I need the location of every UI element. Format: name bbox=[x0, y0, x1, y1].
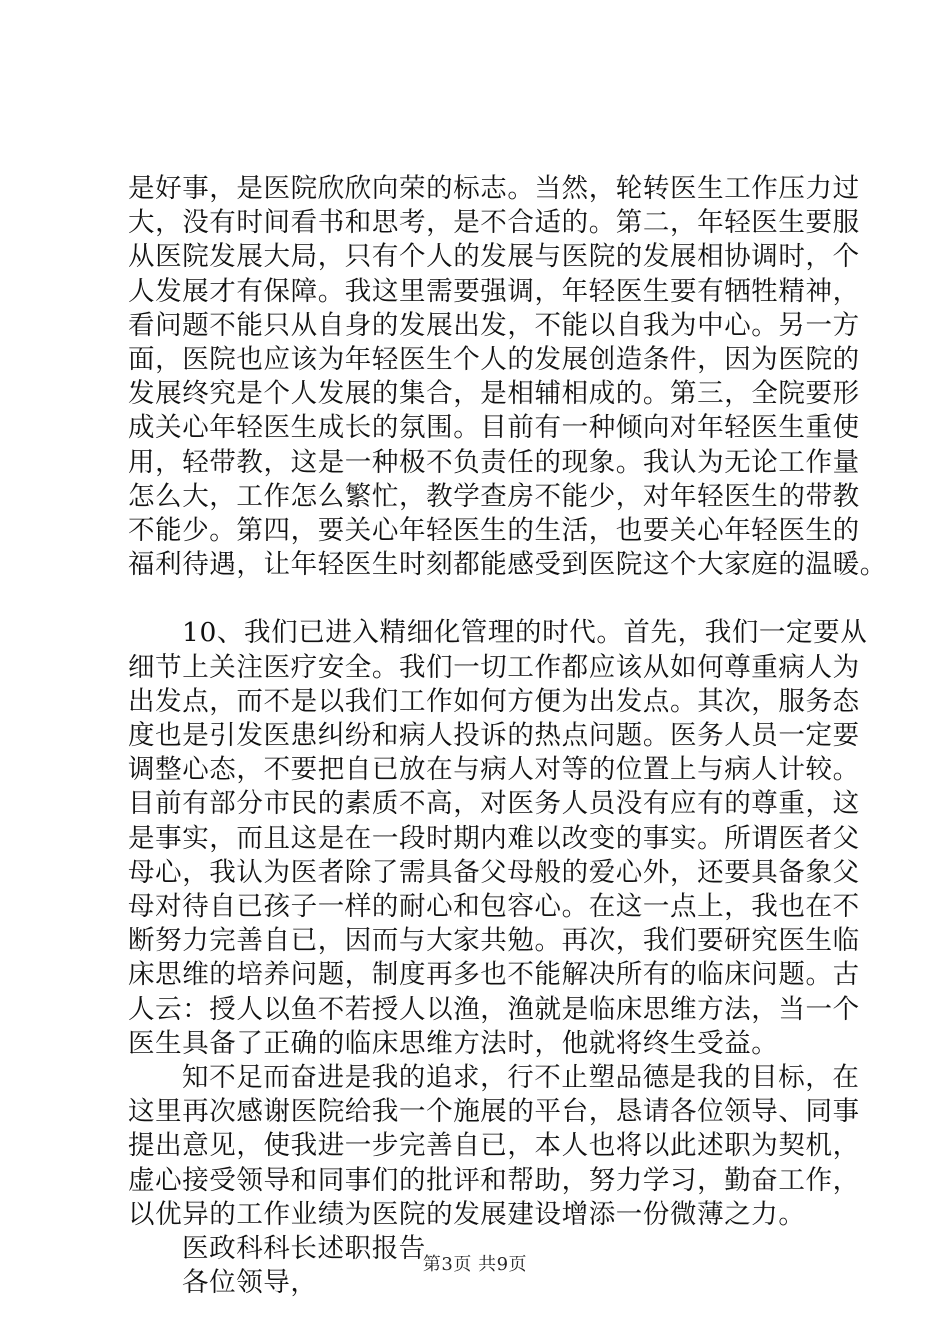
text-line: 知不足而奋进是我的追求，行不止塑品德是我的目标，在 bbox=[182, 1062, 860, 1094]
text-line: 虚心接受领导和同事们的批评和帮助，努力学习，勤奋工作， bbox=[128, 1164, 860, 1196]
paragraph-1 bbox=[128, 172, 887, 582]
text-line: 成关心年轻医生成长的氛围。目前有一种倾向对年轻医生重使 bbox=[128, 412, 860, 444]
text-line: 从医院发展大局，只有个人的发展与医院的发展相协调时，个 bbox=[128, 241, 860, 273]
text-line: 怎么大，工作怎么繁忙，教学查房不能少，对年轻医生的带教 bbox=[128, 480, 860, 512]
text-line: 是事实，而且这是在一段时期内难以改变的事实。所谓医者父 bbox=[128, 822, 860, 854]
text-line: 母心，我认为医者除了需具备父母般的爱心外，还要具备象父 bbox=[128, 856, 860, 888]
text-line: 福利待遇，让年轻医生时刻都能感受到医院这个大家庭的温暖。 bbox=[128, 549, 887, 581]
text-line: 不能少。第四，要关心年轻医生的生活，也要关心年轻医生的 bbox=[128, 515, 860, 547]
text-line: 目前有部分市民的素质不高，对医务人员没有应有的尊重，这 bbox=[128, 788, 860, 820]
text-line: 断努力完善自已，因而与大家共勉。再次，我们要研究医生临 bbox=[128, 925, 860, 957]
text-line: 人云：授人以鱼不若授人以渔，渔就是临床思维方法，当一个 bbox=[128, 993, 860, 1025]
text-line: 人发展才有保障。我这里需要强调，年轻医生要有牺牲精神， bbox=[128, 275, 860, 307]
paragraph-gap bbox=[128, 582, 838, 616]
text-line: 用，轻带教，这是一种极不负责任的现象。我认为无论工作量 bbox=[128, 446, 860, 478]
text-line: 是好事，是医院欣欣向荣的标志。当然，轮转医生工作压力过 bbox=[128, 173, 860, 204]
section-heading: 医政科科长述职报告 bbox=[182, 1233, 426, 1265]
paragraph-3 bbox=[128, 1061, 860, 1232]
text-line: 这里再次感谢医院给我一个施展的平台，恳请各位领导、同事 bbox=[128, 1096, 860, 1128]
text-line: 以优异的工作业绩为医院的发展建设增添一份微薄之力。 bbox=[128, 1198, 806, 1230]
text-line: 细节上关注医疗安全。我们一切工作都应该从如何尊重病人为 bbox=[128, 651, 860, 683]
paragraph-2 bbox=[128, 616, 868, 1061]
text-line: 看问题不能只从自身的发展出发，不能以自我为中心。另一方 bbox=[128, 309, 860, 341]
text-line: 调整心态，不要把自已放在与病人对等的位置上与病人计较。 bbox=[128, 754, 860, 786]
text-line: 10、我们已进入精细化管理的时代。首先，我们一定要从 bbox=[182, 617, 868, 649]
text-line: 母对待自已孩子一样的耐心和包容心。在这一点上，我也在不 bbox=[128, 891, 860, 923]
text-line: 医生具备了正确的临床思维方法时，他就将终生受益。 bbox=[128, 1027, 779, 1059]
salutation: 各位领导， bbox=[182, 1267, 318, 1299]
text-line: 出发点，而不是以我们工作如何方便为出发点。其次，服务态 bbox=[128, 685, 860, 717]
text-line: 床思维的培养问题，制度再多也不能解决所有的临床问题。古 bbox=[128, 959, 860, 991]
text-line: 发展终究是个人发展的集合，是相辅相成的。第三，全院要形 bbox=[128, 378, 860, 410]
page-number: 第3页 共9页 bbox=[422, 1254, 528, 1275]
document-body bbox=[128, 172, 887, 1301]
text-line: 大，没有时间看书和思考，是不合适的。第二，年轻医生要服 bbox=[128, 207, 860, 239]
text-line: 度也是引发医患纠纷和病人投诉的热点问题。医务人员一定要 bbox=[128, 720, 860, 752]
text-line: 提出意见，使我进一步完善自已，本人也将以此述职为契机， bbox=[128, 1130, 860, 1162]
text-line: 面，医院也应该为年轻医生个人的发展创造条件，因为医院的 bbox=[128, 344, 860, 376]
